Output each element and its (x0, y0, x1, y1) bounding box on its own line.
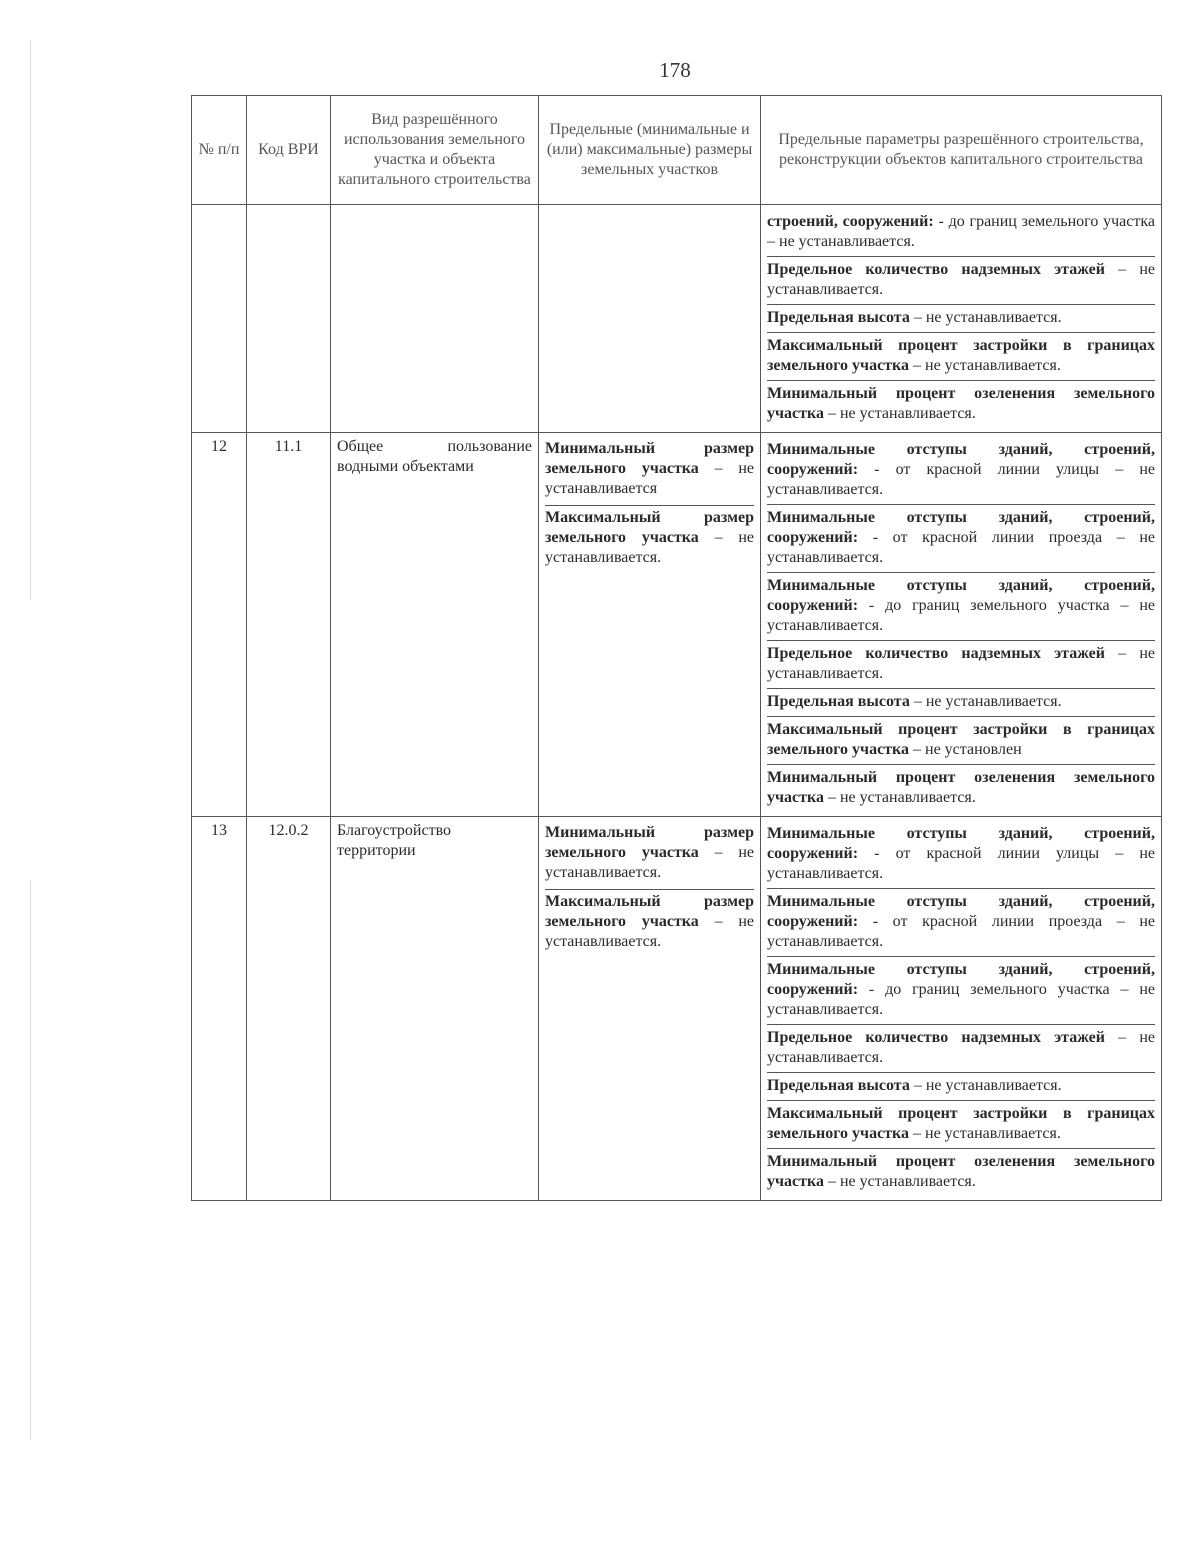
param-item: Максимальный процент застройки в границах земельного участка – не устанавливается. (767, 1101, 1155, 1149)
header-number: № п/п (192, 96, 247, 205)
cell-use-type (331, 205, 539, 433)
cell-number: 12 (192, 433, 247, 817)
cell-plot-sizes (539, 205, 761, 433)
param-item: Минимальные отступы зданий, строений, сооружений: - от красной линии проезда – не устанавливается. (767, 889, 1155, 957)
table-header-row (192, 96, 1162, 205)
cell-use-type: Общее пользование водными объектами (331, 433, 539, 817)
land-use-table (191, 95, 1162, 1201)
cell-number (192, 205, 247, 433)
param-item: Минимальные отступы зданий, строений, сооружений: - от красной линии улицы – не устанавливается. (767, 821, 1155, 889)
param-item: Минимальный процент озеленения земельного участка – не устанавливается. (767, 769, 1155, 806)
param-item: Предельная высота – не устанавливается. (767, 305, 1155, 333)
param-item: Минимальные отступы зданий, строений, сооружений: - от красной линии проезда – не устанавливается. (767, 505, 1155, 573)
param-item: Минимальные отступы зданий, строений, сооружений: - до границ земельного участка – не устанавливается. (767, 957, 1155, 1025)
param-item: строений, сооружений: - до границ земельного участка – не устанавливается. (767, 209, 1155, 257)
param-item: Предельная высота – не устанавливается. (767, 689, 1155, 717)
size-item: Минимальный размер земельного участка – не устанавливается. (545, 821, 754, 890)
table-row (192, 817, 1162, 1201)
param-item: Максимальный процент застройки в границах земельного участка – не установлен (767, 717, 1155, 765)
param-item: Минимальные отступы зданий, строений, сооружений: - от красной линии улицы – не устанавливается. (767, 437, 1155, 505)
header-code: Код ВРИ (247, 96, 331, 205)
param-item: Минимальный процент озеленения земельного участка – не устанавливается. (767, 1153, 1155, 1190)
header-construction-params: Предельные параметры разрешённого строительства, реконструкции объектов капитального строительства (761, 96, 1162, 205)
param-item: Предельная высота – не устанавливается. (767, 1073, 1155, 1101)
cell-plot-sizes (539, 433, 761, 817)
cell-construction-params (761, 205, 1162, 433)
header-use-type: Вид разрешённого использования земельного участка и объекта капитального строительства (331, 96, 539, 205)
table-row-continuation (192, 205, 1162, 433)
cell-code: 11.1 (247, 433, 331, 817)
table-row (192, 433, 1162, 817)
param-item: Максимальный процент застройки в границах земельного участка – не устанавливается. (767, 333, 1155, 381)
cell-code (247, 205, 331, 433)
cell-number: 13 (192, 817, 247, 1201)
page-number: 178 (659, 58, 691, 82)
param-item: Предельное количество надземных этажей – не устанавливается. (767, 641, 1155, 689)
param-item: Предельное количество надземных этажей – не устанавливается. (767, 257, 1155, 305)
header-plot-sizes: Предельные (минимальные и (или) максимальные) размеры земельных участков (539, 96, 761, 205)
scan-margin-line (30, 40, 31, 1440)
param-item: Минимальный процент озеленения земельного участка – не устанавливается. (767, 385, 1155, 422)
param-item: Предельное количество надземных этажей – не устанавливается. (767, 1025, 1155, 1073)
cell-plot-sizes (539, 817, 761, 1201)
cell-construction-params (761, 817, 1162, 1201)
cell-use-type: Благоустройство территории (331, 817, 539, 1201)
cell-construction-params (761, 433, 1162, 817)
cell-code: 12.0.2 (247, 817, 331, 1201)
param-item: Минимальные отступы зданий, строений, сооружений: - до границ земельного участка – не устанавливается. (767, 573, 1155, 641)
size-item: Минимальный размер земельного участка – не устанавливается (545, 437, 754, 506)
size-item: Максимальный размер земельного участка – не устанавливается. (545, 509, 755, 566)
size-item: Максимальный размер земельного участка – не устанавливается. (545, 893, 755, 950)
